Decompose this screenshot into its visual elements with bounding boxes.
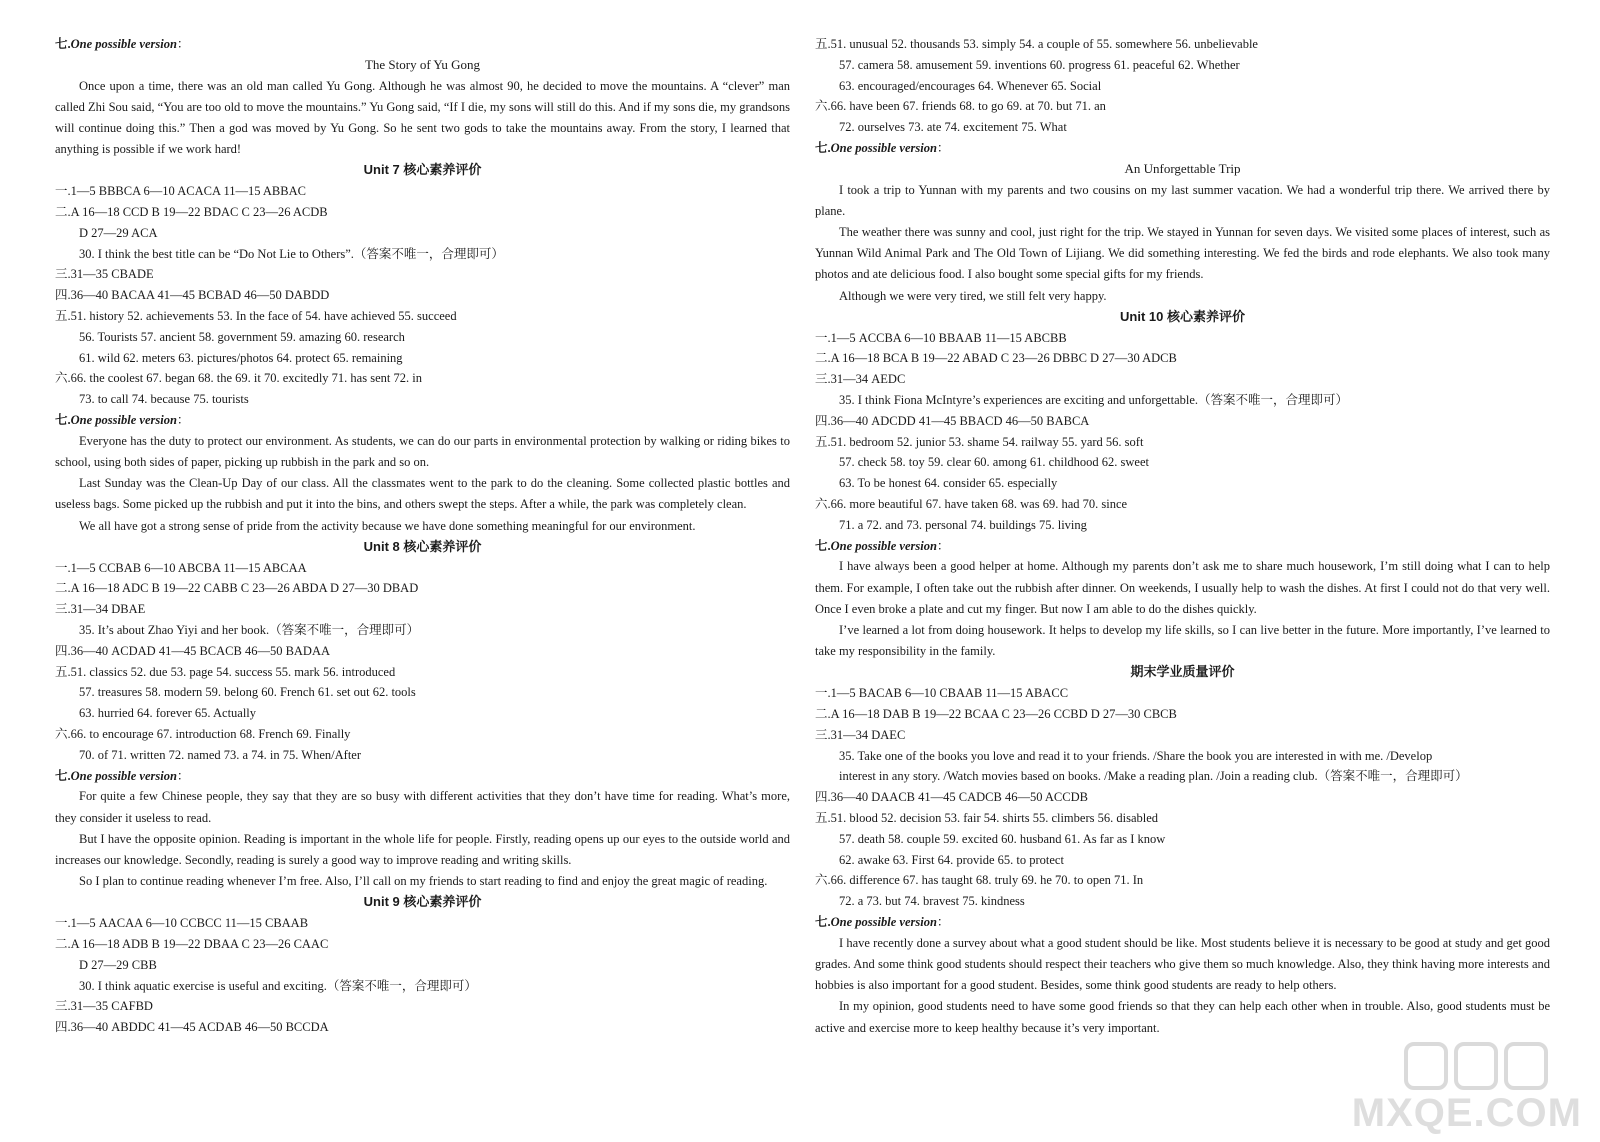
answer-line: 35. It’s about Zhao Yiyi and her book.（答案不唯一，合理即可） — [79, 622, 420, 637]
answer-line: 二.A 16—18 BCA B 19—22 ABAD C 23—26 DBBC D 27—30 ADCB — [815, 351, 1177, 366]
watermark-text: MXQE.COM — [1351, 1091, 1582, 1135]
answer-line: 一.1—5 CCBAB 6—10 ABCBA 11—15 ABCAA — [55, 560, 307, 575]
section-7-header: 七.One possible version： — [55, 768, 190, 783]
answer-line: 72. a 73. but 74. bravest 75. kindness — [839, 894, 1025, 909]
answer-line: 57. treasures 58. modern 59. belong 60. French 61. set out 62. tools — [79, 685, 416, 700]
answer-line: 57. death 58. couple 59. excited 60. husband 61. As far as I know — [839, 831, 1166, 846]
answer-line: 二.A 16—18 DAB B 19—22 BCAA C 23—26 CCBD D 27—30 CBCB — [815, 706, 1177, 721]
section-7-header: 七.One possible version： — [815, 140, 950, 155]
answer-line: 六.66. the coolest 67. began 68. the 69. it 70. excitedly 71. has sent 72. in — [55, 371, 422, 386]
answer-line: 30. I think aquatic exercise is useful and exciting.（答案不唯一，合理即可） — [79, 978, 477, 993]
answer-line: interest in any story. /Watch movies based on books. /Make a reading plan. /Join a reading club.（答案不唯一，合理即可） — [839, 769, 1468, 784]
answer-line: 三.31—35 CAFBD — [55, 999, 153, 1014]
essay-paragraph: So I plan to continue reading whenever I’m free. Also, I’ll call on my friends to start reading to find and enjoy the great magic of reading. — [79, 874, 768, 889]
unit-7-title: Unit 7 核心素养评价 — [363, 162, 482, 178]
answer-line: 一.1—5 AACAA 6—10 CCBCC 11—15 CBAAB — [55, 916, 309, 931]
section-7-header: 七.One possible version： — [55, 37, 190, 51]
answer-line: 一.1—5 BACAB 6—10 CBAAB 11—15 ABACC — [815, 686, 1069, 701]
answer-line: 五.51. unusual 52. thousands 53. simply 54. a couple of 55. somewhere 56. unbelievable — [815, 37, 1258, 51]
essay-paragraph: I took a trip to Yunnan with my parents and two cousins on my last summer vacation. We had a wonderful trip there. We arrived there by plane. — [815, 182, 1550, 218]
answer-line: 63. encouraged/encourages 64. Whenever 65. Social — [839, 78, 1102, 93]
story-paragraph: Once upon a time, there was an old man called Yu Gong. Although he was almost 90, he decided to move the mountains. A “clever” man called Zhi Sou said, “You are too old to move the mountains.” Yu Gong said, “If I die, my sons will still do this. And if my sons die, my grandsons will continue doing this.” Then a god was moved by Yu Gong. So he sent two gods to take the mountains away. From the story, I learned that anything is possible if we work hard! — [55, 78, 790, 157]
answer-line: 四.36—40 BACAA 41—45 BCBAD 46—50 DABDD — [55, 288, 330, 303]
answer-line: 二.A 16—18 ADB B 19—22 DBAA C 23—26 CAAC — [55, 936, 329, 951]
answer-line: 35. Take one of the books you love and read it to your friends. /Share the book you are interested in with me. /Develop — [839, 748, 1433, 763]
answer-line: 六.66. more beautiful 67. have taken 68. was 69. had 70. since — [815, 496, 1128, 511]
answer-line: 二.A 16—18 CCD B 19—22 BDAC C 23—26 ACDB — [55, 205, 328, 219]
answer-line: 56. Tourists 57. ancient 58. government 59. amazing 60. research — [79, 329, 405, 344]
essay-paragraph: I have always been a good helper at home. Although my parents don’t ask me to share much housework, I’m still doing what I can to help them. For example, I often take out the rubbish after dinner. On weekends, I usually help to wash the dishes. At first I could not do that very well. Once I even broke a plate and cut my finger. But now I am able to do the dishes quickly. — [815, 559, 1550, 616]
section-7-header: 七.One possible version： — [815, 914, 950, 929]
final-exam-title: 期末学业质量评价 — [1130, 664, 1235, 680]
essay-paragraph: I’ve learned a lot from doing housework. It helps to develop my life skills, so I can live better in the future. More importantly, I’ve learned to take my responsibility in the family. — [815, 622, 1550, 659]
answer-line: 一.1—5 BBBCA 6—10 ACACA 11—15 ABBAC — [55, 184, 306, 199]
answer-line: 73. to call 74. because 75. tourists — [79, 392, 249, 407]
section-7-header: 七.One possible version： — [55, 412, 190, 427]
answer-line: D 27—29 ACA — [79, 225, 158, 240]
answer-line: 五.51. bedroom 52. junior 53. shame 54. railway 55. yard 56. soft — [815, 434, 1144, 449]
answer-line: 三.31—34 DAEC — [815, 727, 906, 742]
essay-paragraph: Last Sunday was the Clean-Up Day of our class. All the classmates went to the park to do the cleaning. Some collected plastic bottles and useless bags. Some picked up the rubbish and put it into the bins, and others swept the steps. After a while, the park was completely clean. — [55, 476, 790, 512]
answer-line: 57. check 58. toy 59. clear 60. among 61. childhood 62. sweet — [839, 455, 1149, 470]
answer-line: 63. hurried 64. forever 65. Actually — [79, 706, 257, 721]
essay-paragraph: I have recently done a survey about what a good student should be like. Most students believe it is necessary to be good at study and get good grades. And some think good students should respect their teachers who give them so much knowledge. Also, they think having more interests and hobbies is also important for a good student. Besides, some think good students are ready to help others. — [815, 935, 1550, 993]
answer-line: D 27—29 CBB — [79, 957, 157, 972]
answer-line: 五.51. blood 52. decision 53. fair 54. shirts 55. climbers 56. disabled — [815, 810, 1159, 825]
right-column — [815, 34, 1550, 1039]
unit-9-title: Unit 9 核心素养评价 — [363, 894, 482, 910]
answer-line: 六.66. have been 67. friends 68. to go 69. at 70. but 71. an — [815, 99, 1106, 114]
answer-line: 四.36—40 ADCDD 41—45 BBACD 46—50 BABCA — [815, 413, 1090, 428]
section-7-header: 七.One possible version： — [815, 538, 950, 553]
answer-line: 四.36—40 DAACB 41—45 CADCB 46—50 ACCDB — [815, 790, 1088, 805]
essay-paragraph: In my opinion, good students need to have some good friends so that they can help each other when in trouble. Also, good students must be active and exercise more to keep healthy because it’s very important. — [815, 999, 1550, 1035]
left-column — [55, 34, 790, 1038]
essay-paragraph: But I have the opposite opinion. Reading is important in the whole life for people. Firstly, reading opens up our eyes to the outside world and increases our knowledge. Secondly, reading is surely a good way to improve reading and writing skills. — [55, 831, 790, 867]
essay-paragraph: Everyone has the duty to protect our environment. As students, we can do our parts in environmental protection by walking or riding bikes to school, using both sides of paper, picking up rubbish in the park and so on. — [55, 433, 790, 469]
answer-line: 三.31—35 CBADE — [55, 267, 154, 282]
answer-line: 62. awake 63. First 64. provide 65. to protect — [839, 852, 1064, 867]
answer-line: 三.31—34 DBAE — [55, 602, 146, 617]
answer-line: 35. I think Fiona McIntyre’s experiences are exciting and unforgettable.（答案不唯一，合理即可） — [839, 392, 1349, 407]
answer-line: 六.66. to encourage 67. introduction 68. French 69. Finally — [55, 726, 351, 741]
answer-line: 四.36—40 ACDAD 41—45 BCACB 46—50 BADAA — [55, 643, 331, 658]
answer-line: 57. camera 58. amusement 59. inventions 60. progress 61. peaceful 62. Whether — [839, 57, 1240, 72]
answer-line: 二.A 16—18 ADC B 19—22 CABB C 23—26 ABDA D 27—30 DBAD — [55, 581, 419, 596]
answer-line: 五.51. history 52. achievements 53. In the face of 54. have achieved 55. succeed — [55, 308, 457, 323]
essay-paragraph: We all have got a strong sense of pride from the activity because we have done something meaningful for our environment. — [79, 518, 696, 533]
answer-line: 70. of 71. written 72. named 73. a 74. in 75. When/After — [79, 747, 362, 762]
unit-8-title: Unit 8 核心素养评价 — [363, 538, 482, 554]
answer-line: 63. To be honest 64. consider 65. especially — [839, 476, 1058, 491]
answer-line: 72. ourselves 73. ate 74. excitement 75. What — [839, 120, 1067, 135]
answer-line: 一.1—5 ACCBA 6—10 BBAAB 11—15 ABCBB — [815, 330, 1067, 345]
essay-paragraph: Although we were very tired, we still felt very happy. — [839, 288, 1107, 303]
answer-line: 三.31—34 AEDC — [815, 372, 906, 387]
answer-line: 71. a 72. and 73. personal 74. buildings 75. living — [839, 517, 1087, 532]
watermark-logo-icon — [1402, 1036, 1552, 1096]
one-possible-version-label: One possible version — [70, 37, 177, 51]
answer-line: 61. wild 62. meters 63. pictures/photos 64. protect 65. remaining — [79, 350, 403, 365]
story-title: The Story of Yu Gong — [364, 56, 481, 72]
essay-title: An Unforgettable Trip — [1124, 160, 1241, 176]
essay-paragraph: For quite a few Chinese people, they say that they are so busy with different activities that they don’t have time for reading. What’s more, they consider it useless to read. — [55, 789, 790, 825]
answer-line: 30. I think the best title can be “Do Not Lie to Others”.（答案不唯一，合理即可） — [79, 246, 504, 261]
unit-10-title: Unit 10 核心素养评价 — [1120, 308, 1245, 324]
answer-line: 四.36—40 ABDDC 41—45 ACDAB 46—50 BCCDA — [55, 1020, 329, 1035]
essay-paragraph: The weather there was sunny and cool, just right for the trip. We stayed in Yunnan for seven days. We visited some places of interest, such as Yunnan Wild Animal Park and The Old Town of Lijiang. We did something interesting. We fed the birds and rode elephants. We also took many photos and ate delicious food. I also bought some special gifts for my friends. — [815, 224, 1550, 282]
answer-line: 六.66. difference 67. has taught 68. truly 69. he 70. to open 71. In — [815, 873, 1144, 888]
answer-line: 五.51. classics 52. due 53. page 54. success 55. mark 56. introduced — [55, 664, 396, 679]
